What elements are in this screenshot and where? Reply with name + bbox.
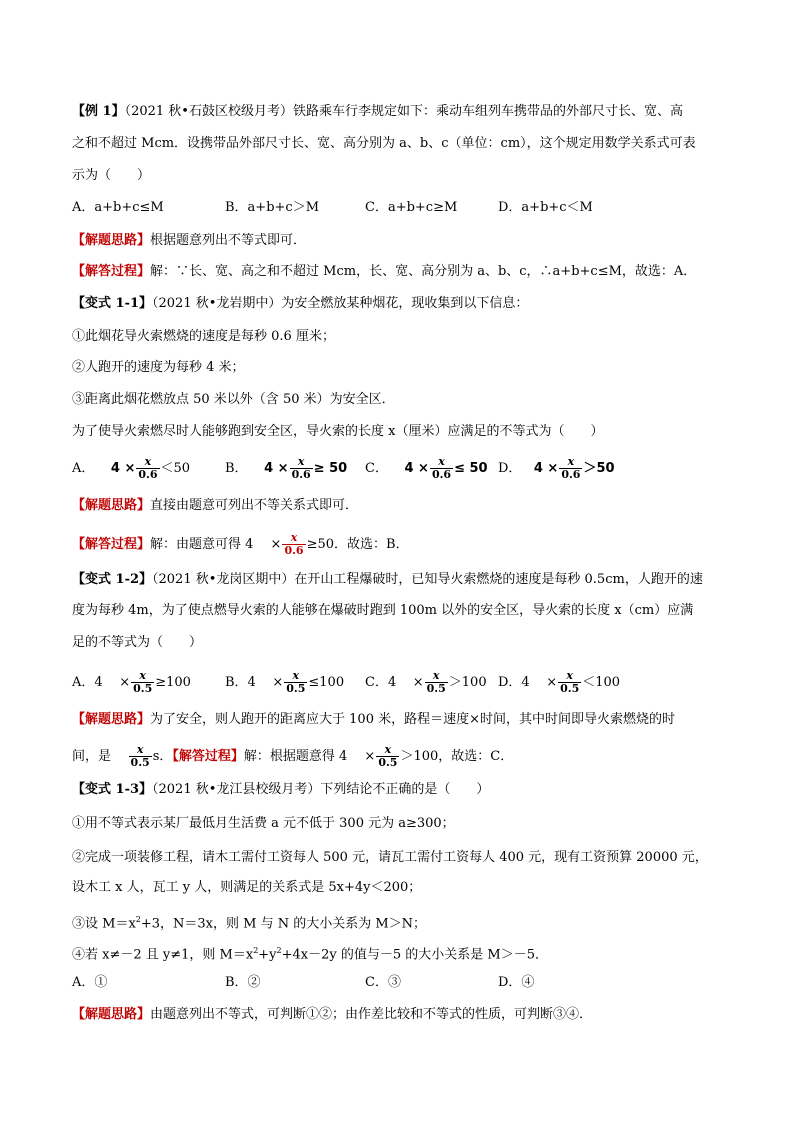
variant-1-1-idea: 【解题思路】直接由题意可列出不等关系式即可．	[72, 498, 359, 513]
fraction: $\frac{x}{0.5}$	[133, 669, 153, 695]
variant-1-1-option-a: A． 4 × $\frac{x}{0.6}$ ＜50	[72, 455, 191, 481]
variant-1-1-tag: 【变式 1-1】	[72, 296, 153, 311]
process-tag: 【解答过程】	[72, 264, 151, 279]
fraction: $\frac{x}{0.6}$	[561, 455, 581, 481]
variant-1-1-info-1: ①此烟花导火索燃烧的速度是每秒 0.6 厘米；	[72, 329, 335, 344]
process-tag: 【解答过程】	[72, 537, 151, 552]
example-1-option-c: C．a+b+c≥M	[365, 200, 458, 215]
example-1-option-b: B．a+b+c＞M	[225, 200, 320, 215]
variant-1-3-item-2-cont: 设木工 x 人，瓦工 y 人，则满足的关系式是 5x+4y＜200；	[72, 880, 422, 895]
fraction: $\frac{x}{0.5}$	[286, 669, 306, 695]
variant-1-2-line-1: 【变式 1-2】（2021 秋•龙岗区期中）在开山工程爆破时，已知导火索燃烧的速度是每秒 0.5cm，人跑开的速	[72, 572, 703, 587]
variant-1-2-line-3: 足的不等式为（ ）	[72, 635, 203, 650]
example-1-line-3: 示为（ ）	[72, 168, 151, 183]
variant-1-3-line-1: 【变式 1-3】（2021 秋•龙江县校级月考）下列结论不正确的是（ ）	[72, 782, 490, 797]
variant-1-3-option-a: A．①	[72, 975, 108, 990]
variant-1-2-option-c: C．4 × $\frac{x}{0.5}$ ＞100	[365, 669, 487, 695]
variant-1-3-item-3: ③设 $M=x^2+3$，N＝3x，则 M 与 N 的大小关系为 M＞N；	[72, 915, 427, 932]
variant-1-2-option-d: D．4 × $\frac{x}{0.5}$ ＜100	[498, 669, 621, 695]
process-tag: 【解答过程】	[172, 749, 244, 764]
variant-1-2-tag: 【变式 1-2】	[72, 572, 153, 587]
variant-1-3-option-d: D．④	[498, 975, 535, 990]
example-1-tag: 【例 1】	[72, 104, 125, 119]
example-1-process: 【解答过程】解：∵长、宽、高之和不超过 Mcm，长、宽、高分别为 a、b、c，∴a+b+c≤M，故选：A．	[72, 264, 697, 279]
variant-1-3-option-b: B．②	[225, 975, 261, 990]
variant-1-3-item-4: ④若 x≠－2 且 y≠1，则 $M=x^2+y^2+4x-2y$ 的值与－5 的大小关系是 M＞－5．	[72, 946, 548, 963]
example-1-line-1: 【例 1】（2021 秋•石鼓区校级月考）铁路乘车行李规定如下：乘动车组列车携带品的外部尺寸长、宽、高	[72, 104, 683, 119]
fraction: $\frac{x}{0.6}$	[284, 531, 304, 557]
variant-1-3-item-1: ①用不等式表示某厂最低月生活费 a 元不低于 300 元为 a≥300；	[72, 816, 455, 831]
variant-1-3-item-2: ②完成一项装修工程，请木工需付工资每人 500 元，请瓦工需付工资每人 400 元，现有工资预算 20000 元，	[72, 850, 708, 865]
fraction: $\frac{x}{0.6}$	[138, 455, 158, 481]
example-1-option-a: A．a+b+c≤M	[72, 200, 164, 215]
variant-1-1-info-2: ②人跑开的速度为每秒 4 米；	[72, 360, 245, 375]
variant-1-1-option-b: B． 4 × $\frac{x}{0.6}$ ≥ 50	[225, 455, 348, 481]
variant-1-2-line-2: 度为每秒 4m，为了使点燃导火索的人能够在爆破时跑到 100m 以外的安全区，导火索的长度 x（cm）应满	[72, 603, 694, 618]
variant-1-3-idea: 【解题思路】由题意列出不等式，可判断①②；由作差比较和不等式的性质，可判断③④．	[72, 1007, 593, 1022]
variant-1-1-process: 【解答过程】解：由题意可得 4 × $\frac{x}{0.6}$ ≥50．故选：B．	[72, 531, 409, 557]
variant-1-2-option-a: A．4 × $\frac{x}{0.5}$ ≥100	[72, 669, 191, 695]
variant-1-1-line-1: 【变式 1-1】（2021 秋•龙岩期中）为安全燃放某种烟花，现收集到以下信息：	[72, 296, 529, 311]
variant-1-2-option-b: B．4 × $\frac{x}{0.5}$ ≤100	[225, 669, 345, 695]
idea-tag: 【解题思路】	[72, 712, 151, 727]
fraction: $\frac{x}{0.6}$	[431, 455, 452, 481]
variant-1-1-option-c: C． 4 × $\frac{x}{0.6}$ ≤ 50	[365, 455, 488, 481]
variant-1-1-option-d: D． 4 × $\frac{x}{0.6}$ ＞50	[498, 455, 615, 481]
variant-1-1-info-3: ③距离此烟花燃放点 50 米以外（含 50 米）为安全区．	[72, 392, 395, 407]
idea-tag: 【解题思路】	[72, 233, 151, 248]
variant-1-3-tag: 【变式 1-3】	[72, 782, 153, 797]
fraction: $\frac{x}{0.5}$	[560, 669, 580, 695]
variant-1-2-idea: 【解题思路】为了安全，则人跑开的距离应大于 100 米，路程＝速度×时间，其中时间即导火索燃烧的时	[72, 712, 675, 727]
example-1-line-2: 之和不超过 Mcm．设携带品外部尺寸长、宽、高分别为 a、b、c（单位：cm），这个规定用数学关系式可表	[72, 136, 696, 151]
fraction: $\frac{x}{0.6}$	[291, 455, 311, 481]
variant-1-1-question: 为了使导火索燃尽时人能够跑到安全区，导火索的长度 x（厘米）应满足的不等式为（ ）	[72, 424, 604, 439]
idea-tag: 【解题思路】	[72, 498, 151, 513]
example-1-option-d: D．a+b+c＜M	[498, 200, 593, 215]
fraction: $\frac{x}{0.5}$	[130, 743, 150, 769]
idea-tag: 【解题思路】	[72, 1007, 151, 1022]
variant-1-2-idea-cont: 间，是 $\frac{x}{0.5}$ s．【解答过程】解：根据题意得 4 × $\frac{x}{0.5}$ ＞100，故选：C．	[72, 743, 514, 769]
example-1-idea: 【解题思路】根据题意列出不等式即可．	[72, 233, 307, 248]
variant-1-3-option-c: C．③	[365, 975, 401, 990]
fraction: $\frac{x}{0.5}$	[378, 743, 398, 769]
fraction: $\frac{x}{0.5}$	[426, 669, 446, 695]
